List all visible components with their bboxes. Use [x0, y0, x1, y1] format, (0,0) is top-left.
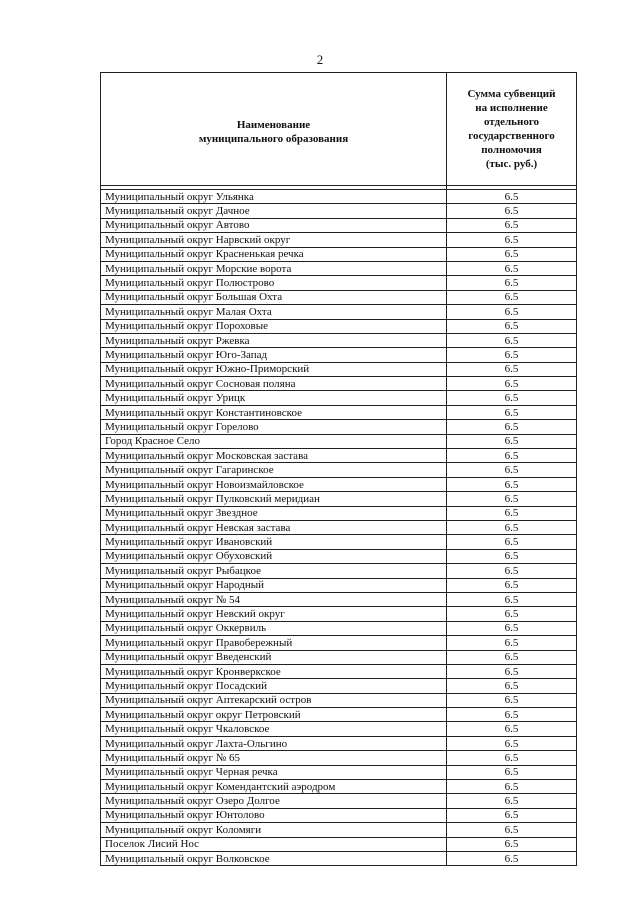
subsidy-amount-cell: 6.5: [447, 333, 577, 347]
subsidy-amount-cell: 6.5: [447, 679, 577, 693]
municipality-name-cell: Муниципальный округ Введенский: [101, 650, 447, 664]
table-row: [101, 780, 577, 794]
municipality-name-cell: Муниципальный округ Народный: [101, 578, 447, 592]
table-row: [101, 319, 577, 333]
municipality-name-cell: Муниципальный округ Невская застава: [101, 520, 447, 534]
table-row: [101, 218, 577, 232]
municipality-name-cell: Муниципальный округ Рыбацкое: [101, 564, 447, 578]
municipality-name-cell: Муниципальный округ Полюстрово: [101, 276, 447, 290]
municipality-name-cell: Муниципальный округ Южно-Приморский: [101, 362, 447, 376]
subsidy-amount-cell: 6.5: [447, 218, 577, 232]
subsidy-amount-cell: 6.5: [447, 377, 577, 391]
municipality-name-cell: Муниципальный округ Комендантский аэродром: [101, 780, 447, 794]
table-row: [101, 751, 577, 765]
subsidy-table: [100, 72, 577, 866]
subsidy-amount-cell: 6.5: [447, 736, 577, 750]
subsidy-amount-cell: 6.5: [447, 506, 577, 520]
header-line: на исполнение: [475, 102, 548, 114]
table-row: [101, 449, 577, 463]
table-row: [101, 420, 577, 434]
municipality-name-cell: Муниципальный округ Константиновское: [101, 405, 447, 419]
table-row: [101, 650, 577, 664]
table-row: [101, 463, 577, 477]
table-row: [101, 607, 577, 621]
subsidy-amount-cell: 6.5: [447, 650, 577, 664]
subsidy-amount-cell: 6.5: [447, 348, 577, 362]
table-row: [101, 679, 577, 693]
municipality-name-cell: Муниципальный округ Обуховский: [101, 549, 447, 563]
header-line: (тыс. руб.): [485, 158, 538, 170]
municipality-name-cell: Муниципальный округ Московская застава: [101, 449, 447, 463]
subsidy-amount-cell: 6.5: [447, 492, 577, 506]
subsidy-amount-cell: 6.5: [447, 851, 577, 865]
table-row: [101, 405, 577, 419]
table-row: [101, 190, 577, 204]
subsidy-amount-cell: 6.5: [447, 564, 577, 578]
header-line: государственного: [468, 130, 555, 142]
table-row: [101, 765, 577, 779]
subsidy-amount-cell: 6.5: [447, 520, 577, 534]
subsidy-amount-cell: 6.5: [447, 305, 577, 319]
subsidy-amount-cell: 6.5: [447, 636, 577, 650]
table-row: [101, 506, 577, 520]
subsidy-amount-cell: 6.5: [447, 190, 577, 204]
table-row: [101, 693, 577, 707]
header-line: муниципального образования: [198, 133, 349, 145]
header-line: Наименование: [236, 119, 311, 131]
header-line: полномочия: [481, 144, 542, 156]
municipality-name-cell: Муниципальный округ Дачное: [101, 204, 447, 218]
table-row: [101, 823, 577, 837]
table-row: [101, 708, 577, 722]
subsidy-amount-cell: 6.5: [447, 808, 577, 822]
subsidy-amount-cell: 6.5: [447, 276, 577, 290]
subsidy-amount-cell: 6.5: [447, 420, 577, 434]
municipality-name-cell: Муниципальный округ Ржевка: [101, 333, 447, 347]
header-line: Сумма субвенций: [467, 88, 556, 100]
subsidy-amount-cell: 6.5: [447, 405, 577, 419]
municipality-name-cell: Город Красное Село: [101, 434, 447, 448]
table-row: [101, 794, 577, 808]
table-row: [101, 851, 577, 865]
table-row: [101, 636, 577, 650]
subsidy-amount-cell: 6.5: [447, 664, 577, 678]
subsidy-amount-cell: 6.5: [447, 319, 577, 333]
subsidy-amount-cell: 6.5: [447, 449, 577, 463]
table-row: [101, 247, 577, 261]
table-row: [101, 377, 577, 391]
subsidy-amount-cell: 6.5: [447, 823, 577, 837]
table-row: [101, 722, 577, 736]
table-row: [101, 204, 577, 218]
page-number: 2: [316, 52, 324, 67]
municipality-name-cell: Муниципальный округ Черная речка: [101, 765, 447, 779]
table-row: [101, 837, 577, 851]
subsidy-amount-cell: 6.5: [447, 391, 577, 405]
table-row: [101, 592, 577, 606]
subsidy-amount-cell: 6.5: [447, 621, 577, 635]
municipality-name-cell: Муниципальный округ Звездное: [101, 506, 447, 520]
municipality-name-cell: Муниципальный округ Автово: [101, 218, 447, 232]
subsidy-amount-cell: 6.5: [447, 261, 577, 275]
municipality-name-cell: Муниципальный округ Малая Охта: [101, 305, 447, 319]
table-row: [101, 434, 577, 448]
table-row: [101, 333, 577, 347]
municipality-name-cell: Муниципальный округ Лахта-Ольгино: [101, 736, 447, 750]
table-row: [101, 290, 577, 304]
municipality-name-cell: Муниципальный округ Невский округ: [101, 607, 447, 621]
subsidy-amount-cell: 6.5: [447, 780, 577, 794]
municipality-name-cell: Муниципальный округ Новоизмайловское: [101, 477, 447, 491]
table-row: [101, 362, 577, 376]
municipality-name-cell: Муниципальный округ Сосновая поляна: [101, 377, 447, 391]
municipality-name-cell: Муниципальный округ округ Петровский: [101, 708, 447, 722]
municipality-name-cell: Муниципальный округ Кронверкское: [101, 664, 447, 678]
subsidy-amount-cell: 6.5: [447, 362, 577, 376]
subsidy-amount-cell: 6.5: [447, 592, 577, 606]
table-row: [101, 578, 577, 592]
table-row: [101, 736, 577, 750]
municipality-name-cell: Муниципальный округ Аптекарский остров: [101, 693, 447, 707]
subsidy-amount-cell: 6.5: [447, 722, 577, 736]
municipality-name-cell: Муниципальный округ Красненькая речка: [101, 247, 447, 261]
subsidy-amount-cell: 6.5: [447, 578, 577, 592]
subsidy-amount-cell: 6.5: [447, 434, 577, 448]
subsidy-amount-cell: 6.5: [447, 837, 577, 851]
municipality-name-cell: Муниципальный округ Гагаринское: [101, 463, 447, 477]
column-header-name: [101, 73, 447, 186]
table-row: [101, 808, 577, 822]
table-row: [101, 348, 577, 362]
municipality-name-cell: Муниципальный округ Юнтолово: [101, 808, 447, 822]
municipality-name-cell: Муниципальный округ Горелово: [101, 420, 447, 434]
municipality-name-cell: Муниципальный округ Пороховые: [101, 319, 447, 333]
municipality-name-cell: Муниципальный округ № 65: [101, 751, 447, 765]
table-row: [101, 535, 577, 549]
header-line: отдельного: [483, 116, 540, 128]
table-row: [101, 621, 577, 635]
table-row: [101, 492, 577, 506]
subsidy-amount-cell: 6.5: [447, 290, 577, 304]
table-row: [101, 391, 577, 405]
table-row: [101, 305, 577, 319]
municipality-name-cell: Муниципальный округ Пулковский меридиан: [101, 492, 447, 506]
municipality-name-cell: Муниципальный округ Правобережный: [101, 636, 447, 650]
municipality-name-cell: Муниципальный округ Чкаловское: [101, 722, 447, 736]
subsidy-amount-cell: 6.5: [447, 233, 577, 247]
municipality-name-cell: Муниципальный округ Большая Охта: [101, 290, 447, 304]
municipality-name-cell: Муниципальный округ Нарвский округ: [101, 233, 447, 247]
table-row: [101, 549, 577, 563]
table-header-row: [101, 73, 577, 186]
table-row: [101, 233, 577, 247]
subsidy-amount-cell: 6.5: [447, 751, 577, 765]
subsidy-amount-cell: 6.5: [447, 204, 577, 218]
municipality-name-cell: Муниципальный округ Посадский: [101, 679, 447, 693]
subsidy-amount-cell: 6.5: [447, 463, 577, 477]
column-header-amount: [447, 73, 577, 186]
table-row: [101, 520, 577, 534]
subsidy-amount-cell: 6.5: [447, 765, 577, 779]
municipality-name-cell: Муниципальный округ Ивановский: [101, 535, 447, 549]
municipality-name-cell: Муниципальный округ Морские ворота: [101, 261, 447, 275]
subsidy-amount-cell: 6.5: [447, 549, 577, 563]
municipality-name-cell: Муниципальный округ Озеро Долгое: [101, 794, 447, 808]
municipality-name-cell: Муниципальный округ Коломяги: [101, 823, 447, 837]
table-body: [101, 186, 577, 866]
subsidy-amount-cell: 6.5: [447, 693, 577, 707]
subsidy-amount-cell: 6.5: [447, 535, 577, 549]
municipality-name-cell: Поселок Лисий Нос: [101, 837, 447, 851]
subsidy-amount-cell: 6.5: [447, 708, 577, 722]
municipality-name-cell: Муниципальный округ № 54: [101, 592, 447, 606]
subsidy-amount-cell: 6.5: [447, 247, 577, 261]
table-row: [101, 564, 577, 578]
subsidy-amount-cell: 6.5: [447, 477, 577, 491]
table-row: [101, 261, 577, 275]
municipality-name-cell: Муниципальный округ Оккервиль: [101, 621, 447, 635]
table-row: [101, 477, 577, 491]
municipality-name-cell: Муниципальный округ Волковское: [101, 851, 447, 865]
table-row: [101, 276, 577, 290]
subsidy-amount-cell: 6.5: [447, 607, 577, 621]
municipality-name-cell: Муниципальный округ Ульянка: [101, 190, 447, 204]
municipality-name-cell: Муниципальный округ Урицк: [101, 391, 447, 405]
table-row: [101, 664, 577, 678]
subsidy-amount-cell: 6.5: [447, 794, 577, 808]
municipality-name-cell: Муниципальный округ Юго-Запад: [101, 348, 447, 362]
